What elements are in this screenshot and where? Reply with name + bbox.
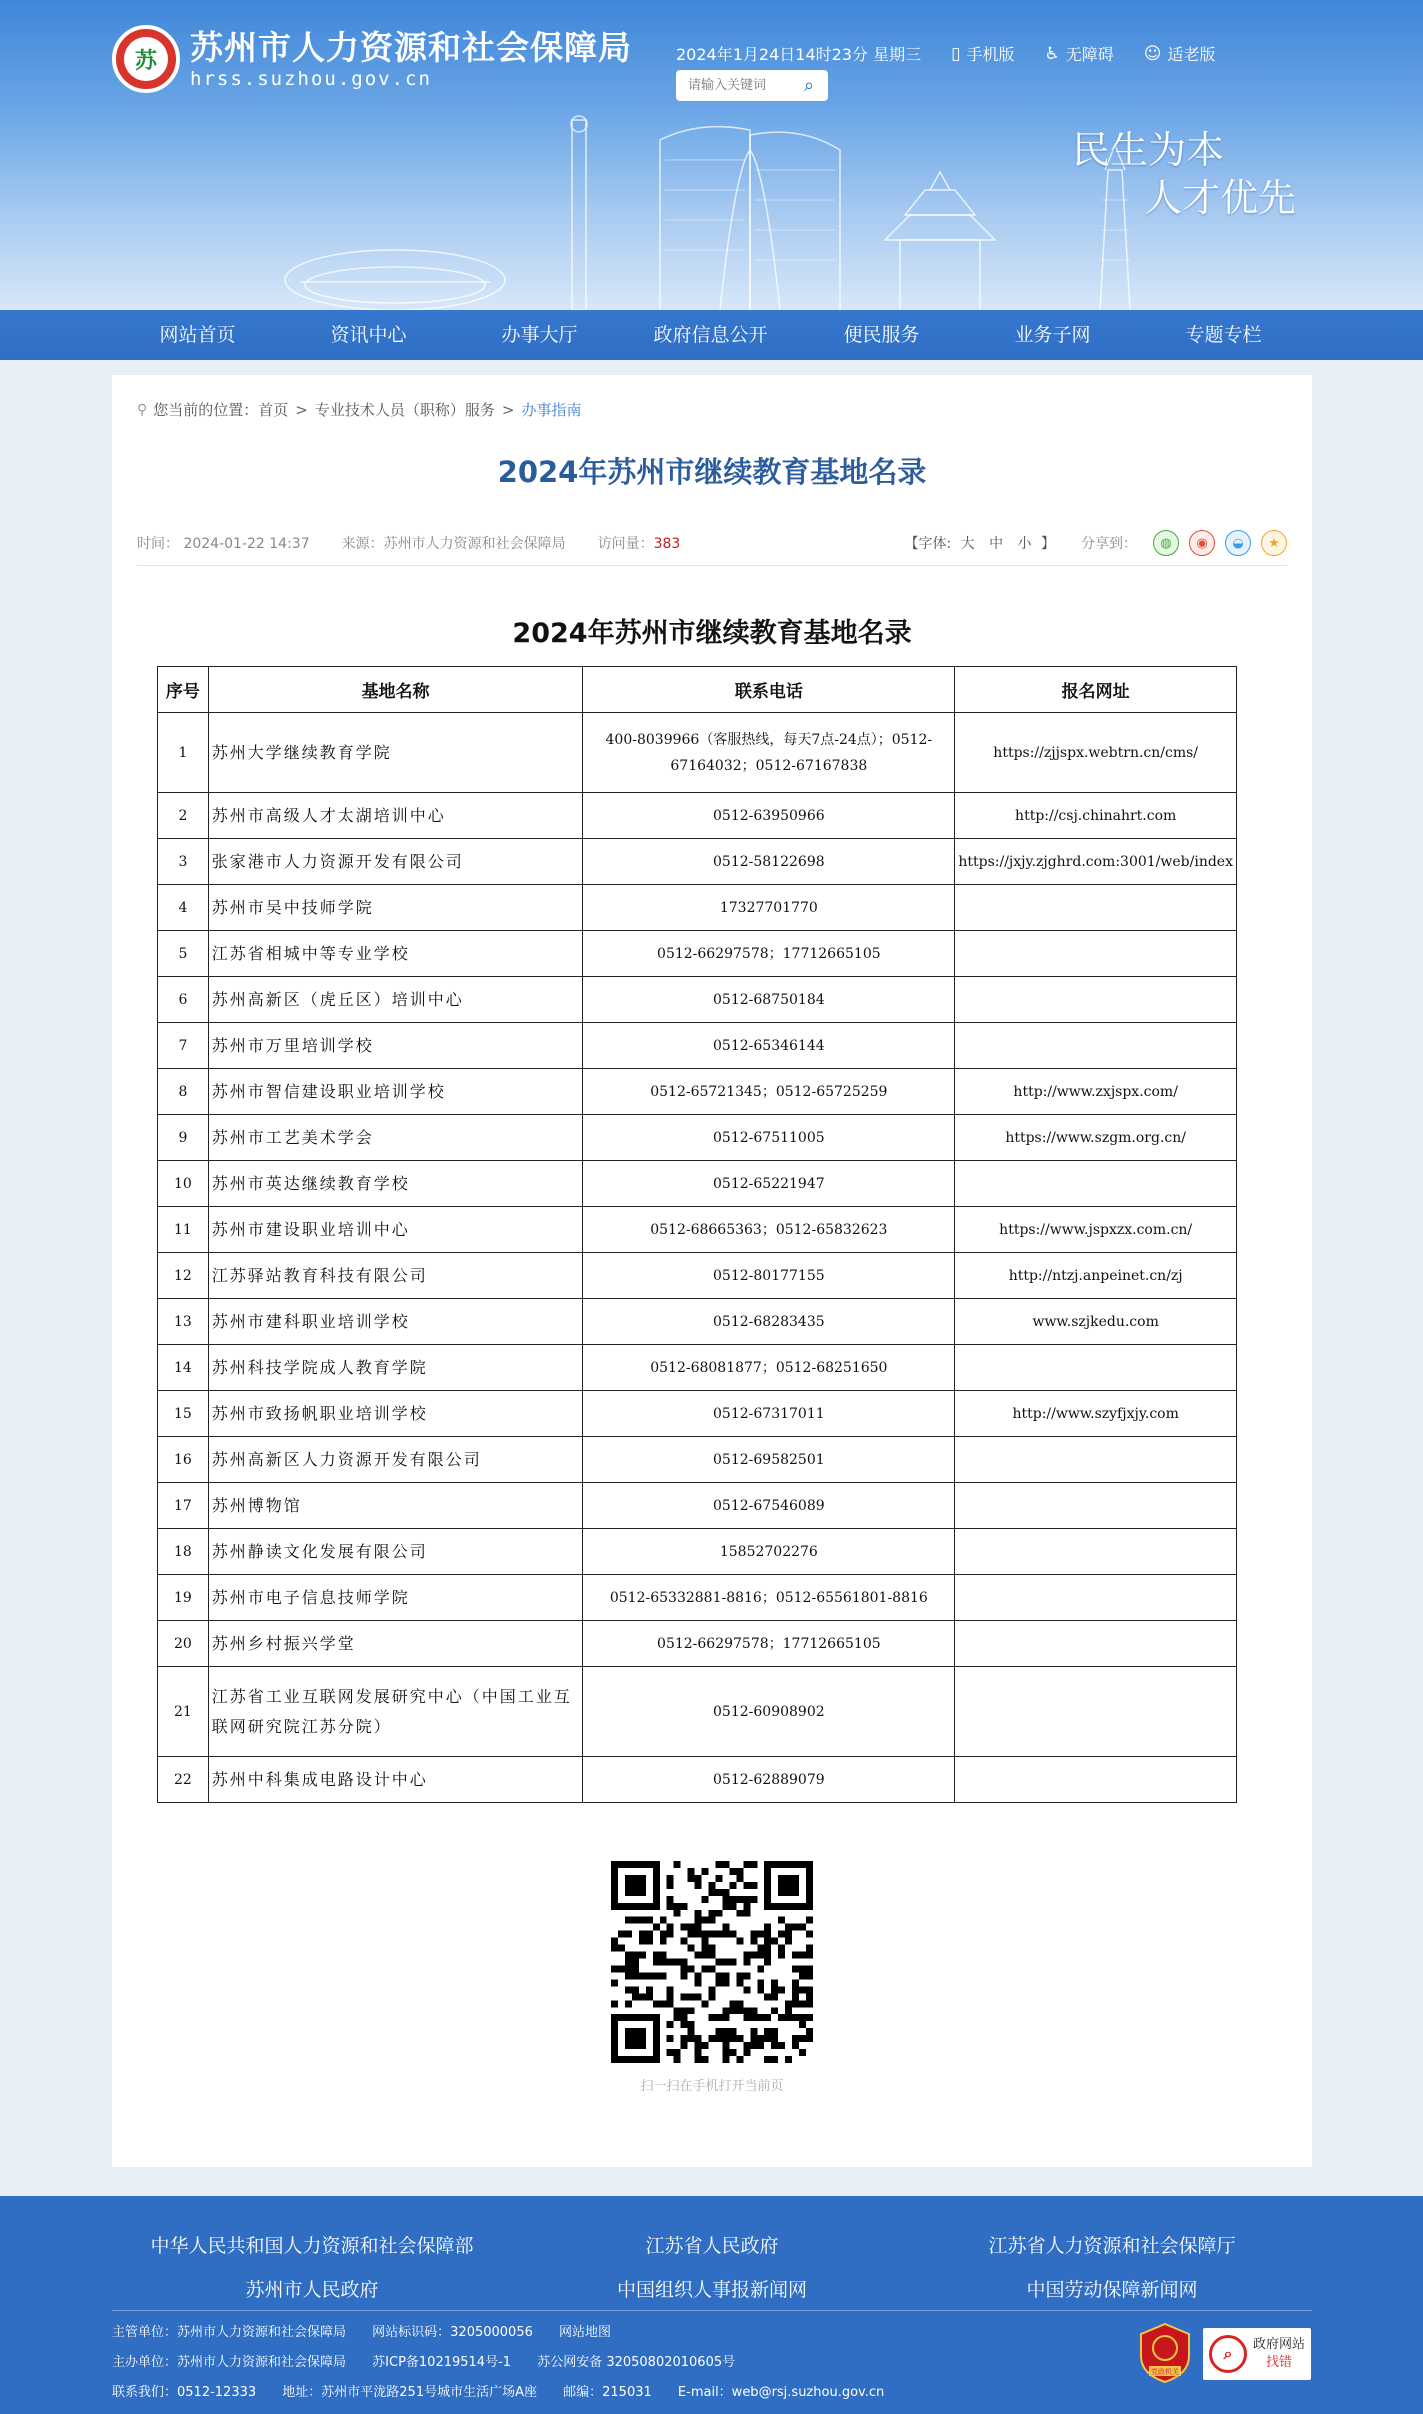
- site-header: [0, 0, 1423, 310]
- footer-police-record-link[interactable]: 苏公网安备 32050802010605号: [537, 2355, 736, 2370]
- row-index-cell: 18: [158, 1529, 209, 1575]
- base-name-cell: 江苏省工业互联网发展研究中心（中国工业互联网研究院江苏分院）: [208, 1667, 583, 1757]
- signup-url-cell: [955, 1437, 1237, 1483]
- education-base-table: [157, 666, 1237, 1803]
- contact-phone-cell: 0512-67511005: [583, 1115, 955, 1161]
- table-header-row: [158, 667, 1237, 713]
- font-size-medium-button[interactable]: 中: [989, 536, 1004, 552]
- table-row: [158, 1529, 1237, 1575]
- search-input[interactable]: [688, 78, 798, 93]
- signup-url-cell[interactable]: www.szjkedu.com: [955, 1299, 1237, 1345]
- row-index-cell: 12: [158, 1253, 209, 1299]
- contact-phone-cell: 0512-68665363；0512-65832623: [583, 1207, 955, 1253]
- qq-share-icon[interactable]: ◒: [1225, 530, 1251, 556]
- footer-link-mohrss[interactable]: 中华人民共和国人力资源和社会保障部: [150, 2235, 474, 2257]
- contact-phone-cell: 0512-68750184: [583, 977, 955, 1023]
- contact-phone-cell: 0512-58122698: [583, 839, 955, 885]
- breadcrumb: [137, 399, 581, 420]
- logo-emblem: [112, 25, 180, 93]
- gov-site-badge-line2: 找错: [1266, 2355, 1293, 2370]
- share-label: 分享到：: [1081, 536, 1137, 552]
- table-row: [158, 931, 1237, 977]
- meta-divider: [137, 565, 1287, 566]
- font-size-small-button[interactable]: 小: [1017, 536, 1032, 552]
- nav-item-gov-info[interactable]: 政府信息公开: [653, 324, 768, 346]
- city-skyline-illustration: [280, 110, 1180, 310]
- visit-count-value: 383: [653, 536, 681, 552]
- footer-icp-link[interactable]: 苏ICP备10219514号-1: [372, 2355, 512, 2370]
- footer-link-jiangsu-hrss[interactable]: 江苏省人力资源和社会保障厅: [988, 2235, 1236, 2257]
- site-footer: [0, 2196, 1423, 2414]
- nav-item-news[interactable]: 资讯中心: [330, 324, 407, 346]
- contact-phone-cell: 0512-69582501: [583, 1437, 955, 1483]
- footer-sponsor: 主管单位：苏州市人力资源和社会保障局: [112, 2325, 347, 2340]
- breadcrumb-professional-services[interactable]: 专业技术人员（职称）服务: [314, 401, 495, 419]
- contact-phone-cell: 0512-68081877；0512-68251650: [583, 1345, 955, 1391]
- contact-phone-cell: 0512-67546089: [583, 1483, 955, 1529]
- base-name-cell: 苏州市建科职业培训学校: [208, 1299, 583, 1345]
- search-box: [676, 70, 828, 101]
- base-name-cell: 苏州市建设职业培训中心: [208, 1207, 583, 1253]
- breadcrumb-prefix: 您当前的位置：: [153, 401, 259, 419]
- footer-link-labor-news[interactable]: 中国劳动保障新闻网: [1026, 2279, 1198, 2301]
- row-index-cell: 9: [158, 1115, 209, 1161]
- signup-url-cell[interactable]: http://csj.chinahrt.com: [955, 793, 1237, 839]
- visit-count: [598, 533, 681, 553]
- signup-url-cell[interactable]: https://zjjspx.webtrn.cn/cms/: [955, 713, 1237, 793]
- breadcrumb-home[interactable]: 首页: [258, 401, 289, 419]
- footer-sitemap-link[interactable]: 网站地图: [559, 2325, 612, 2340]
- row-index-cell: 7: [158, 1023, 209, 1069]
- search-icon[interactable]: ⌕: [804, 75, 815, 96]
- page-qr-code: [611, 1861, 813, 2063]
- signup-url-cell: [955, 885, 1237, 931]
- signup-url-cell: [955, 1023, 1237, 1069]
- table-row: [158, 1345, 1237, 1391]
- signup-url-cell: [955, 1667, 1237, 1757]
- row-index-cell: 1: [158, 713, 209, 793]
- table-row: [158, 1115, 1237, 1161]
- base-name-cell: 苏州静读文化发展有限公司: [208, 1529, 583, 1575]
- row-index-cell: 4: [158, 885, 209, 931]
- visit-count-label: 访问量：: [597, 536, 654, 552]
- main-nav: [0, 310, 1423, 360]
- contact-phone-cell: 0512-66297578；17712665105: [583, 931, 955, 977]
- slogan-line-2: 人才优先: [1144, 176, 1297, 220]
- base-name-cell: 江苏省相城中等专业学校: [208, 931, 583, 977]
- base-name-cell: 苏州市万里培训学校: [208, 1023, 583, 1069]
- signup-url-cell: [955, 977, 1237, 1023]
- signup-url-cell: [955, 1345, 1237, 1391]
- elderly-icon: ☺: [1143, 43, 1162, 64]
- main-content: [112, 375, 1312, 2167]
- base-name-cell: 苏州市致扬帆职业培训学校: [208, 1391, 583, 1437]
- party-gov-badge-icon[interactable]: [1139, 2322, 1191, 2384]
- base-name-cell: 苏州乡村振兴学堂: [208, 1621, 583, 1667]
- weibo-share-icon[interactable]: ◉: [1189, 530, 1215, 556]
- base-name-cell: 张家港市人力资源开发有限公司: [208, 839, 583, 885]
- accessibility-link[interactable]: [1044, 42, 1113, 65]
- footer-divider: [112, 2310, 1312, 2311]
- nav-item-topics[interactable]: 专题专栏: [1185, 324, 1262, 346]
- base-name-cell: 苏州市吴中技师学院: [208, 885, 583, 931]
- contact-phone-cell: 0512-60908902: [583, 1667, 955, 1757]
- signup-url-cell: [955, 1529, 1237, 1575]
- breadcrumb-current[interactable]: 办事指南: [521, 401, 582, 419]
- base-name-cell: 苏州市英达继续教育学校: [208, 1161, 583, 1207]
- contact-phone-cell: 0512-63950966: [583, 793, 955, 839]
- base-name-cell: 苏州科技学院成人教育学院: [208, 1345, 583, 1391]
- table-row: [158, 1023, 1237, 1069]
- table-row: [158, 1207, 1237, 1253]
- base-name-cell: 苏州市智信建设职业培训学校: [208, 1069, 583, 1115]
- table-row: [158, 1253, 1237, 1299]
- publish-time: 时间： 2024-01-22 14:37: [137, 536, 310, 552]
- signup-url-cell[interactable]: http://www.zxjspx.com/: [955, 1069, 1237, 1115]
- nav-item-public-service[interactable]: 便民服务: [843, 324, 920, 346]
- font-size-large-button[interactable]: 大: [960, 536, 975, 552]
- nav-item-home[interactable]: 网站首页: [159, 324, 236, 346]
- contact-phone-cell: 0512-65332881-8816；0512-65561801-8816: [583, 1575, 955, 1621]
- contact-phone-cell: 0512-65346144: [583, 1023, 955, 1069]
- row-index-cell: 17: [158, 1483, 209, 1529]
- column-header-name: 基地名称: [208, 667, 583, 713]
- table-row: [158, 793, 1237, 839]
- footer-contact: 联系我们：0512-12333: [112, 2385, 257, 2400]
- signup-url-cell: [955, 1757, 1237, 1803]
- footer-link-personnel-news[interactable]: 中国组织人事报新闻网: [616, 2279, 807, 2301]
- table-row: [158, 1391, 1237, 1437]
- table-row: [158, 839, 1237, 885]
- row-index-cell: 15: [158, 1391, 209, 1437]
- table-row: [158, 977, 1237, 1023]
- row-index-cell: 8: [158, 1069, 209, 1115]
- row-index-cell: 16: [158, 1437, 209, 1483]
- signup-url-cell: [955, 1483, 1237, 1529]
- contact-phone-cell: 400-8039966（客服热线，每天7点-24点）；0512-67164032；0512-67167838: [583, 713, 955, 793]
- table-row: [158, 1483, 1237, 1529]
- row-index-cell: 19: [158, 1575, 209, 1621]
- base-name-cell: 苏州市工艺美术学会: [208, 1115, 583, 1161]
- font-size-open-label: 【字体:: [904, 536, 952, 552]
- base-name-cell: 苏州中科集成电路设计中心: [208, 1757, 583, 1803]
- footer-address: 地址：苏州市平泷路251号城市生活广场A座: [282, 2385, 537, 2400]
- signup-url-cell[interactable]: https://www.szgm.org.cn/: [955, 1115, 1237, 1161]
- row-index-cell: 10: [158, 1161, 209, 1207]
- row-index-cell: 6: [158, 977, 209, 1023]
- contact-phone-cell: 0512-80177155: [583, 1253, 955, 1299]
- footer-links: [112, 2224, 1312, 2312]
- row-index-cell: 13: [158, 1299, 209, 1345]
- footer-organizer: 主办单位：苏州市人力资源和社会保障局: [112, 2355, 347, 2370]
- column-header-url: 报名网址: [955, 667, 1237, 713]
- mobile-version-link[interactable]: [951, 42, 1014, 65]
- slogan-line-1: 民生为本: [1072, 128, 1225, 172]
- row-index-cell: 5: [158, 931, 209, 977]
- column-header-index: 序号: [158, 667, 209, 713]
- nav-item-sub-sites[interactable]: 业务子网: [1014, 324, 1091, 346]
- contact-phone-cell: 0512-65221947: [583, 1161, 955, 1207]
- page-title: 2024年苏州市继续教育基地名录: [497, 455, 927, 489]
- base-name-cell: 苏州高新区（虎丘区）培训中心: [208, 977, 583, 1023]
- footer-site-id: 网站标识码：3205000056: [372, 2325, 533, 2340]
- row-index-cell: 21: [158, 1667, 209, 1757]
- contact-phone-cell: 17327701770: [583, 885, 955, 931]
- document-title: 2024年苏州市继续教育基地名录: [512, 618, 912, 649]
- footer-postcode: 邮编：215031: [563, 2385, 652, 2400]
- base-name-cell: 苏州市电子信息技师学院: [208, 1575, 583, 1621]
- row-index-cell: 3: [158, 839, 209, 885]
- breadcrumb-separator: >: [501, 400, 515, 419]
- nav-item-services-hall[interactable]: 办事大厅: [501, 324, 578, 346]
- footer-link-jiangsu-gov[interactable]: 江苏省人民政府: [645, 2235, 779, 2257]
- contact-phone-cell: 0512-68283435: [583, 1299, 955, 1345]
- magnifier-icon: ⌕: [1209, 2335, 1247, 2373]
- table-row: [158, 713, 1237, 793]
- contact-phone-cell: 15852702276: [583, 1529, 955, 1575]
- column-header-phone: 联系电话: [583, 667, 955, 713]
- base-name-cell: 江苏驿站教育科技有限公司: [208, 1253, 583, 1299]
- table-row: [158, 1575, 1237, 1621]
- font-size-close-label: 】: [1041, 536, 1055, 552]
- article-source: 来源：苏州市人力资源和社会保障局: [341, 536, 566, 552]
- site-logo[interactable]: [112, 25, 632, 93]
- accessibility-label: 无障碍: [1065, 45, 1114, 64]
- contact-phone-cell: 0512-66297578；17712665105: [583, 1621, 955, 1667]
- top-toolbar: [676, 42, 1215, 65]
- signup-url-cell[interactable]: https://jxjy.zjghrd.com:3001/web/index: [955, 839, 1237, 885]
- base-name-cell: 苏州大学继续教育学院: [208, 713, 583, 793]
- gov-site-error-report-badge[interactable]: [1203, 2328, 1311, 2380]
- table-row: [158, 1621, 1237, 1667]
- signup-url-cell: [955, 931, 1237, 977]
- row-index-cell: 22: [158, 1757, 209, 1803]
- site-domain: hrss.suzhou.gov.cn: [190, 68, 432, 90]
- location-pin-icon: ⚲: [137, 401, 148, 418]
- elderly-version-link[interactable]: [1144, 42, 1216, 65]
- base-name-cell: 苏州市高级人才太湖培训中心: [208, 793, 583, 839]
- row-index-cell: 2: [158, 793, 209, 839]
- accessibility-icon: ♿: [1044, 43, 1060, 64]
- site-name: 苏州市人力资源和社会保障局: [190, 28, 632, 67]
- contact-phone-cell: 0512-65721345；0512-65725259: [583, 1069, 955, 1115]
- table-row: [158, 885, 1237, 931]
- footer-email: E-mail：web@rsj.suzhou.gov.cn: [677, 2385, 885, 2400]
- slogan: [1072, 126, 1296, 222]
- base-name-cell: 苏州高新区人力资源开发有限公司: [208, 1437, 583, 1483]
- logo-emblem-glyph: 苏: [124, 37, 168, 81]
- article-meta: [137, 530, 1287, 556]
- row-index-cell: 14: [158, 1345, 209, 1391]
- gov-site-badge-line1: 政府网站: [1253, 2337, 1306, 2352]
- table-row: [158, 1161, 1237, 1207]
- party-gov-badge-text: 党政机关: [1151, 2368, 1179, 2376]
- table-row: [158, 1299, 1237, 1345]
- contact-phone-cell: 0512-67317011: [583, 1391, 955, 1437]
- footer-link-suzhou-gov[interactable]: 苏州市人民政府: [245, 2279, 379, 2301]
- wechat-share-icon[interactable]: ◍: [1153, 530, 1179, 556]
- mobile-version-label: 手机版: [966, 45, 1015, 64]
- table-row: [158, 1437, 1237, 1483]
- qzone-share-icon[interactable]: ★: [1261, 530, 1287, 556]
- elderly-version-label: 适老版: [1167, 45, 1216, 64]
- signup-url-cell: [955, 1621, 1237, 1667]
- base-name-cell: 苏州博物馆: [208, 1483, 583, 1529]
- footer-info: [112, 2318, 906, 2408]
- row-index-cell: 20: [158, 1621, 209, 1667]
- mobile-icon: ▯: [951, 43, 961, 64]
- table-row: [158, 1667, 1237, 1757]
- signup-url-cell[interactable]: http://www.szyfjxjy.com: [955, 1391, 1237, 1437]
- signup-url-cell: [955, 1575, 1237, 1621]
- signup-url-cell[interactable]: http://ntzj.anpeinet.cn/zj: [955, 1253, 1237, 1299]
- breadcrumb-separator: >: [295, 400, 308, 419]
- font-size-switcher: [904, 533, 1055, 553]
- signup-url-cell[interactable]: https://www.jspxzx.com.cn/: [955, 1207, 1237, 1253]
- qr-caption: 扫一扫在手机打开当前页: [640, 2079, 784, 2094]
- contact-phone-cell: 0512-62889079: [583, 1757, 955, 1803]
- table-row: [158, 1757, 1237, 1803]
- signup-url-cell: [955, 1161, 1237, 1207]
- row-index-cell: 11: [158, 1207, 209, 1253]
- current-datetime: 2024年1月24日14时23分 星期三: [676, 45, 922, 64]
- table-row: [158, 1069, 1237, 1115]
